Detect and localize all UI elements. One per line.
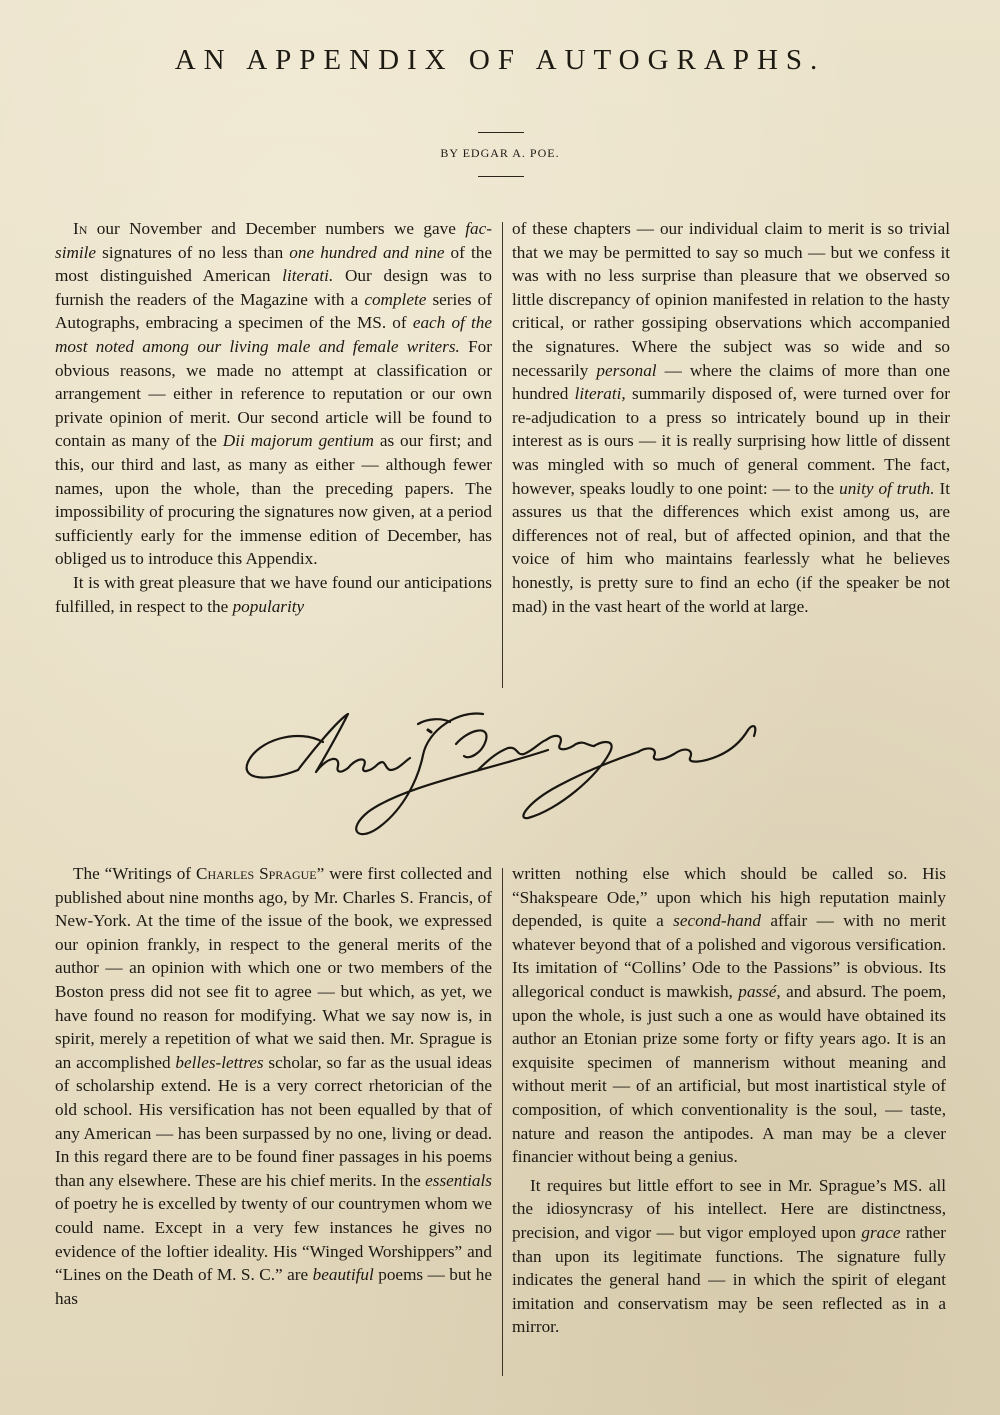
continued-paragraph bbox=[512, 217, 950, 618]
italic-run: grace bbox=[861, 1222, 901, 1242]
text-run: scholar, so far as the usual ideas of scholarship extend. He is a very correct rhetorician of the old school. His versification has not been equalled by that of any American — has been surpassed by no one, living or dead. In this regard there are to be found finer passages in his poems than any elsewhere. These are his chief merits. In the bbox=[55, 1052, 492, 1190]
text-run: It assures us that the differences which exist among us, are differences not of real, but of affected opinion, and that the voice of him who maintains fearlessly what he believes honestly, is pretty sure to find an echo (if the speaker be not mad) in the vast heart of the world at large. bbox=[512, 478, 950, 616]
text-run: and absurd. The poem, upon the whole, is just such a one as would have obtained its author an Etonian prize some forty or fifty years ago. It is an exquisite specimen of mannerism without meaning and without merit — of an artificial, but most inartistical style of composition, of which conventionality is the soul, — taste, nature and reason the antipodes. A man may be a clever financier without being a genius. bbox=[512, 981, 946, 1167]
italic-run: beautiful bbox=[312, 1265, 374, 1285]
section1-right-column bbox=[512, 217, 950, 618]
analysis-paragraph bbox=[512, 1174, 946, 1339]
text-run: — where the claims of more than one hundred bbox=[512, 360, 951, 404]
article-title: AN APPENDIX OF AUTOGRAPHS. bbox=[174, 44, 826, 76]
italic-run: each of the most noted among our living male and female writers. bbox=[55, 313, 492, 356]
column-divider bbox=[502, 868, 503, 1376]
title-rule-bottom bbox=[478, 176, 524, 177]
italic-run: personal bbox=[596, 360, 657, 380]
second-paragraph bbox=[55, 571, 492, 618]
text-run: It is with great pleasure that we have found our anticipations fulfilled, in respect to the bbox=[55, 572, 492, 616]
italic-run: essentials bbox=[425, 1170, 492, 1190]
small-caps-run: Charles Sprague bbox=[195, 864, 317, 883]
text-run: as our first; and this, our third and last, as many as either — although fewer names, upon the whole, than the preceding papers. The impossibility of procuring the signatures now given, at a period sufficiently early for the immense edition of December, has obliged us to introduce this Appendix. bbox=[55, 431, 492, 569]
italic-run: unity of truth. bbox=[839, 478, 935, 498]
dropcap-word: In bbox=[73, 219, 88, 238]
text-run: of poetry he is excelled by twenty of our countrymen whom we could name. Except in a very few instances he gives no evidence of the loftier ideality. His “Winged Worshippers” and “Lines on the Death of M. S. C.” are bbox=[55, 1194, 492, 1285]
text-run: poems — but he has bbox=[55, 1265, 492, 1308]
italic-run: fac-simile bbox=[55, 219, 492, 262]
text-run: affair — with no merit whatever beyond that of a polished and vigorous versification. Its imitation of “Collins’ Ode to the Passions” is obvious. Its allegorical conduct is mawkish, bbox=[512, 911, 946, 1001]
text-run: of these chapters — our individual claim to merit is so trivial that we may be permitted to say so much — but we confess it was with no less surprise than pleasure that we observed so little discrepancy of opinion manifested in relation to the hasty critical, or rather gossiping observations which accompanied the signatures. Where the subject was so wide and so necessarily bbox=[512, 219, 950, 380]
section1-left-column bbox=[55, 217, 492, 618]
italic-run: second-hand bbox=[673, 911, 761, 931]
sprague-paragraph bbox=[55, 862, 492, 1310]
text-run: It requires but little effort to see in Mr. Sprague’s MS. all the idiosyncrasy of his intellect. Here are distinctness, precision, and vigor — but vigor employed upon bbox=[512, 1175, 946, 1242]
signature-facsimile bbox=[228, 700, 768, 850]
italic-run: Dii majorum gentium bbox=[222, 431, 374, 451]
text-run: rather than upon its legitimate functions. The signature fully indicates the general hand — in which the spirit of elegant imitation and conservatism may be seen reflected as in a mirror. bbox=[512, 1222, 946, 1337]
italic-run: popularity bbox=[232, 596, 305, 616]
text-run: ” were first collected and published about nine months ago, by Mr. Charles S. Francis, of New-York. At the time of the issue of the book, we expressed our opinion frankly, in respect to the general merits of the author — an opinion with which one or two members of the Boston press did not see fit to agree — but which, as yet, we have found no reason for modifying. What we say now is, in spirit, merely a repetition of what we said then. Mr. Sprague is an accomplished bbox=[55, 864, 492, 1072]
column-divider bbox=[502, 222, 503, 688]
text-run: our November and December numbers we gave bbox=[87, 219, 466, 238]
title-rule-top bbox=[478, 132, 524, 133]
italic-run: belles-lettres bbox=[175, 1052, 264, 1072]
intro-paragraph bbox=[55, 217, 492, 571]
italic-run: passé, bbox=[738, 981, 781, 1001]
text-run: For obvious reasons, we made no attempt at classification or arrangement — either in reference to reputation or our own private opinion of merit. Our second article will be found to contain as many of the bbox=[55, 336, 492, 451]
byline: BY EDGAR A. POE. bbox=[440, 146, 560, 160]
section2-right-column bbox=[512, 862, 946, 1339]
continued-paragraph bbox=[512, 862, 946, 1169]
text-run: of the most distinguished American bbox=[55, 242, 492, 286]
signature-strokes bbox=[247, 713, 756, 834]
italic-run: complete bbox=[364, 289, 427, 309]
italic-run: literati. bbox=[282, 266, 334, 286]
text-run: The “Writings of bbox=[73, 864, 196, 883]
text-run: written nothing else which should be called so. His “Shakspeare Ode,” upon which his high reputation mainly depended, is quite a bbox=[512, 864, 946, 931]
text-run: series of Autographs, embracing a specimen of the MS. of bbox=[55, 289, 492, 333]
italic-run: literati, bbox=[574, 384, 626, 404]
section2-left-column bbox=[55, 862, 492, 1310]
text-run: signatures of no less than bbox=[96, 242, 290, 262]
text-run: Our design was to furnish the readers of the Magazine with a bbox=[55, 266, 492, 309]
text-run: summarily disposed of, were turned over for re-adjudication to a press so intricately bound up in their interest as is ours — it is really surprising how little of dissent was mingled with so much of general comment. The fact, however, speaks loudly to one point: — to the bbox=[512, 384, 950, 498]
italic-run: one hundred and nine bbox=[289, 242, 445, 262]
